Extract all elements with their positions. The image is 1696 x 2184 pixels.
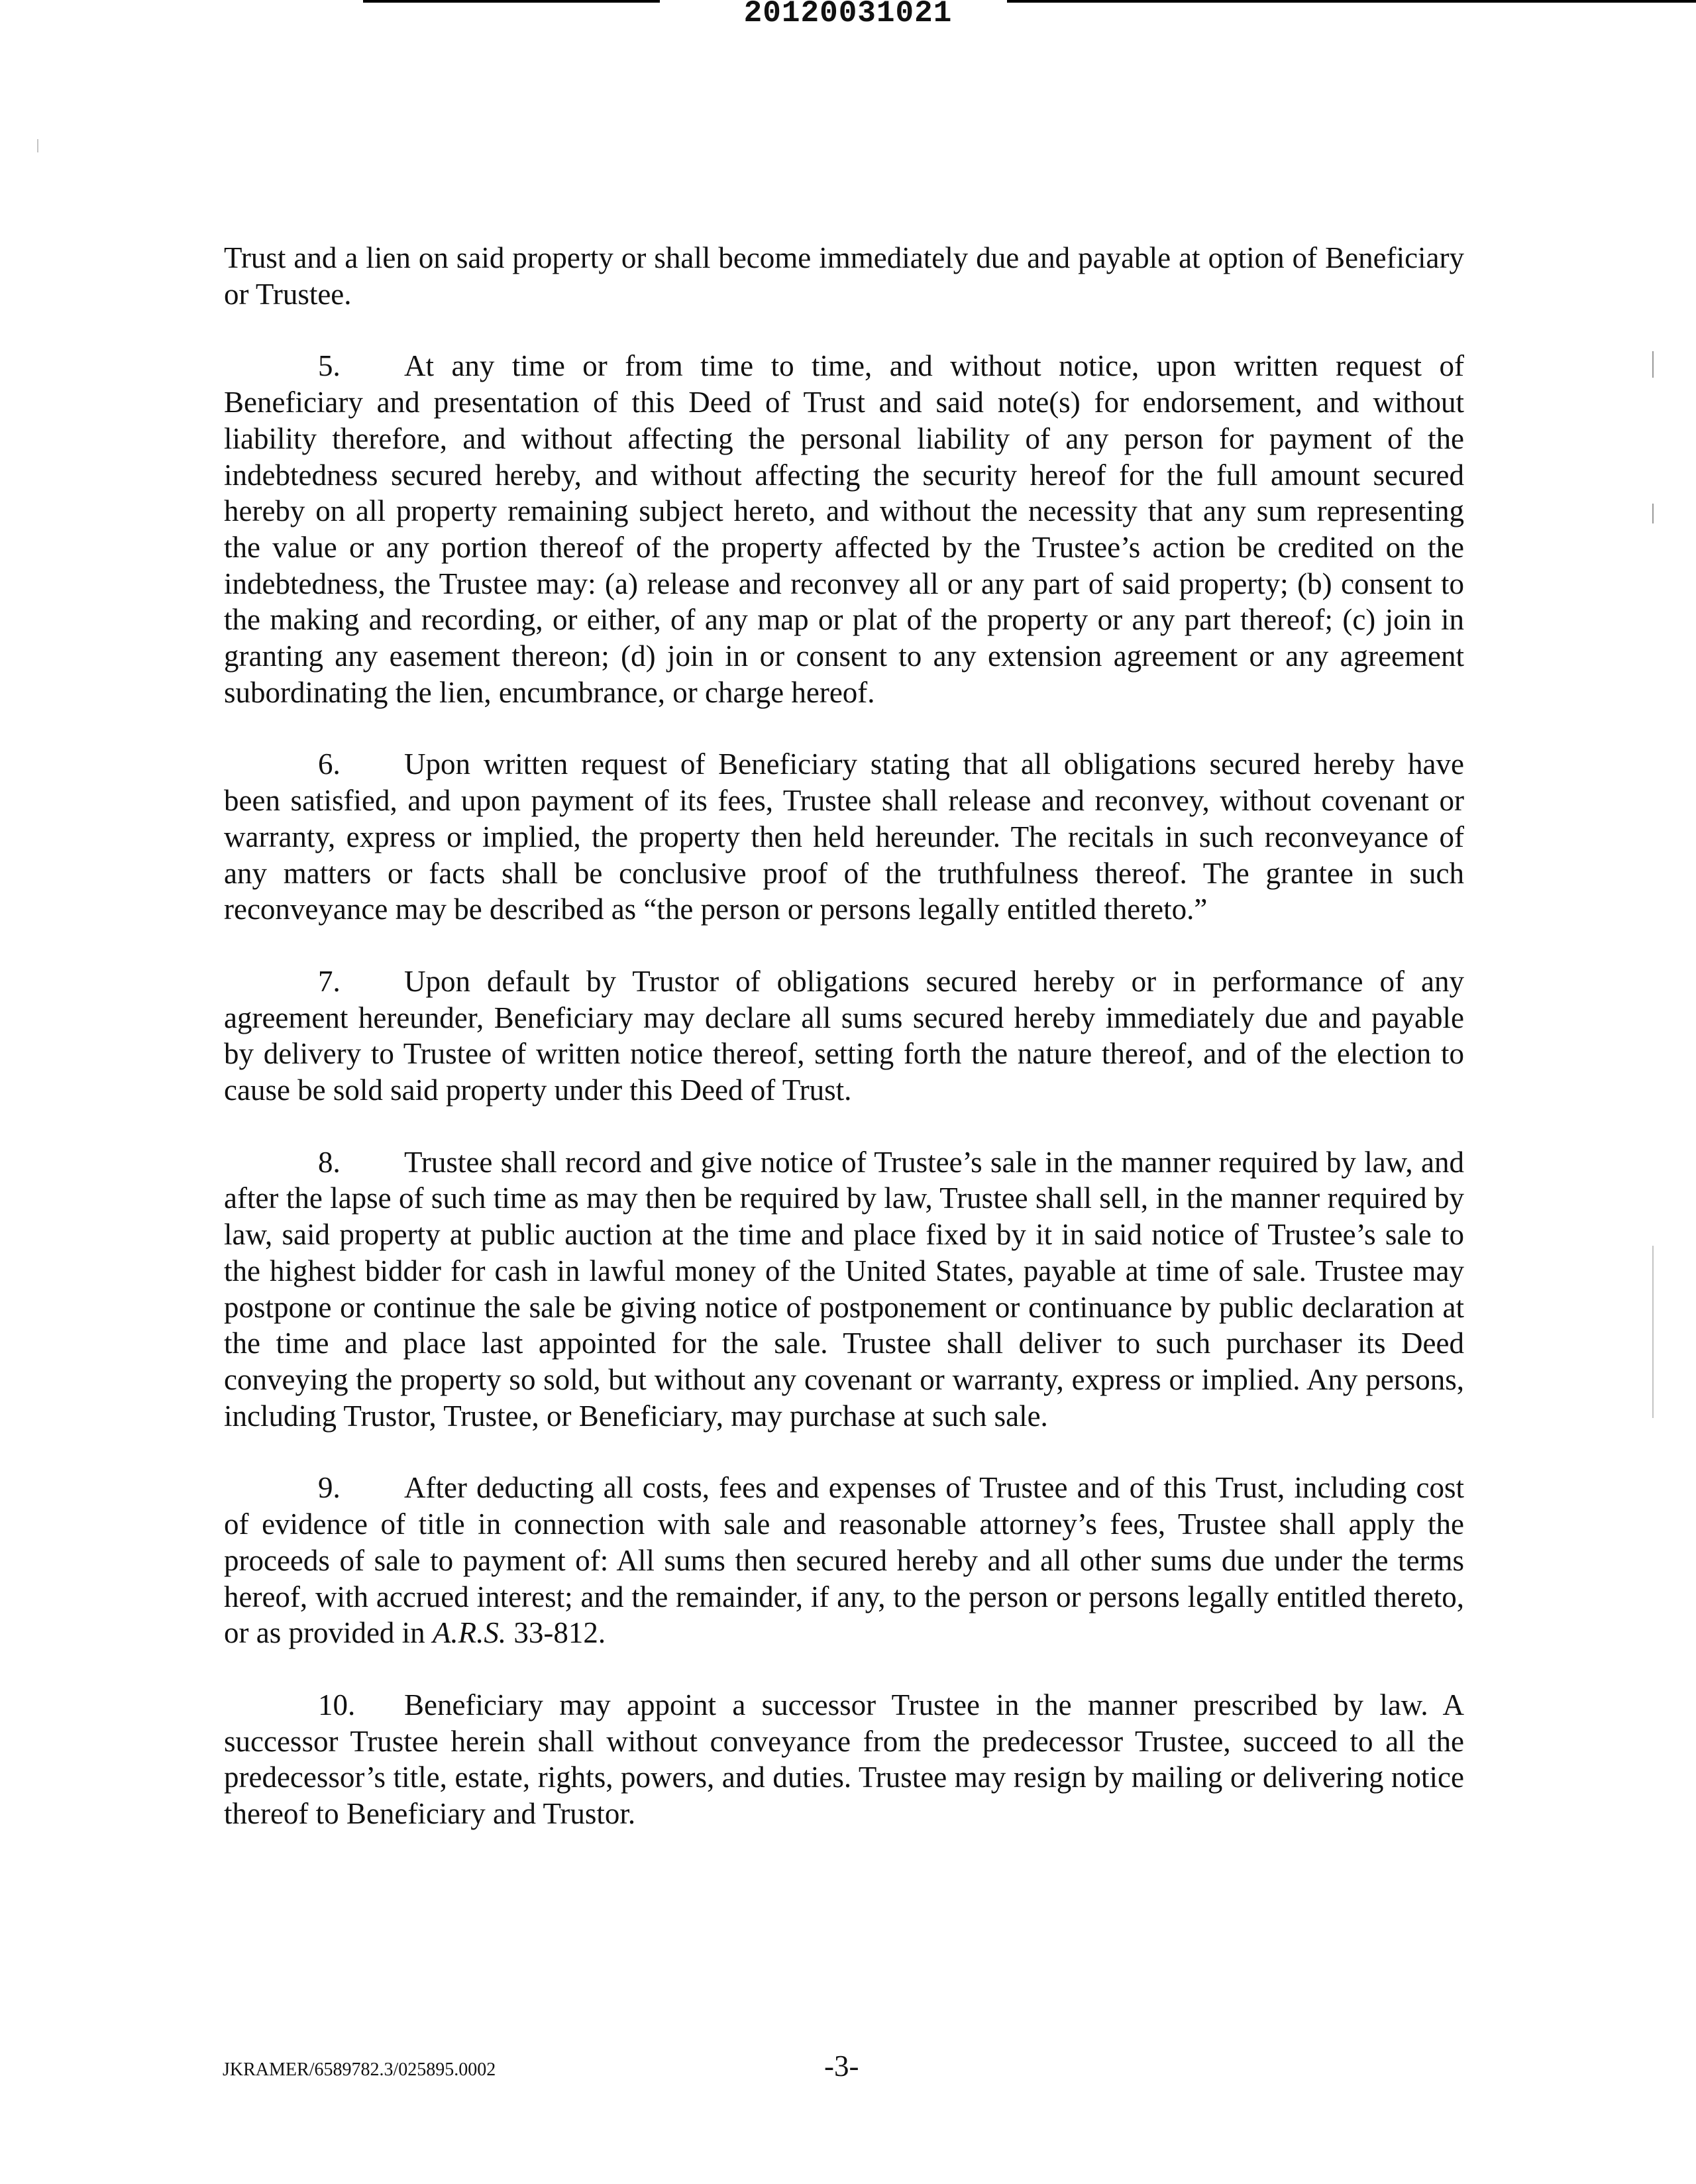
paragraph-number: 9. [318,1471,341,1505]
paragraph-text: Trustee shall record and give notice of Trustee’s sale in the manner required by law, and after the lapse of such time as may then be required by law, Trustee shall sell, in the manner required by law, said property at public auction at the time and place fixed by it in said notice of Trustee’s sale to the highest bidder for cash in lawful money of the United States, payable at time of sale. Trustee may postpone or continue the sale be giving notice of postponement or continuance by public declaration at the time and place last appointed for the sale. Trustee shall deliver to such purchaser its Deed conveying the property so sold, but without any covenant or warranty, express or implied. Any persons, including Trustor, Trustee, or Beneficiary, may purchase at such sale. [224,1145,1464,1433]
document-reference: JKRAMER/6589782.3/025895.0002 [223,2059,496,2080]
paragraph-number: 6. [318,747,341,781]
paragraph-10 [224,1687,1464,1832]
paragraph-number: 5. [318,349,341,383]
paragraph-9 [224,1470,1464,1651]
paragraph-number: 8. [318,1145,341,1179]
paragraph-text: Upon default by Trustor of obligations secured hereby or in performance of any agreement hereunder, Beneficiary may declare all sums secured hereby immediately due and payable by delivery to Trustee of written notice thereof, setting forth the nature thereof, and of the election to cause be sold said property under this Deed of Trust. [224,964,1464,1107]
paragraph-6 [224,746,1464,928]
scan-artifact [1652,504,1654,523]
paragraph-text: After deducting all costs, fees and expenses of Trustee and of this Trust, including cost of evidence of title in connection with sale and reasonable attorney’s fees, Trustee shall apply the proceeds of sale to payment of: All sums then secured hereby and all other sums due under the terms hereof, with accrued interest; and the remainder, if any, to the person or persons legally entitled thereto, or as provided in [224,1471,1464,1650]
document-body [224,240,1464,1868]
paragraph-text: Upon written request of Beneficiary stating that all obligations secured hereby have been satisfied, and upon payment of its fees, Trustee shall release and reconvey, without covenant or warranty, express or implied, the property then held hereunder. The recitals in such reconveyance of any matters or facts shall be conclusive proof of the truthfulness thereof. The grantee in such reconveyance may be described as “the person or persons legally entitled thereto.” [224,747,1464,926]
paragraph-text: Beneficiary may appoint a successor Trustee in the manner prescribed by law. A successor Trustee herein shall without conveyance from the predecessor Trustee, succeed to all the predecessor’s title, estate, rights, powers, and duties. Trustee may resign by mailing or delivering notice thereof to Beneficiary and Trustor. [224,1688,1464,1831]
paragraph-number: 10. [318,1688,356,1721]
statute-section: 33-812. [506,1616,606,1650]
paragraph-7 [224,963,1464,1109]
paragraph-5 [224,348,1464,710]
paragraph-8 [224,1144,1464,1435]
scan-artifact [1652,351,1654,378]
scan-artifact [1652,1246,1654,1418]
recording-number: 20120031021 [743,0,953,30]
paragraph-continuation [224,240,1464,312]
scan-artifact [37,139,38,152]
page-number: -3- [824,2049,859,2083]
paragraph-text: Trust and a lien on said property or shall become immediately due and payable at option of Beneficiary or Trustee. [224,241,1464,311]
statute-citation: A.R.S. [432,1616,507,1650]
paragraph-text: At any time or from time to time, and without notice, upon written request of Beneficiary and presentation of this Deed of Trust and said note(s) for endorsement, and without liability therefore, and without affecting the personal liability of any person for payment of the indebtedness secured hereby, and without affecting the security hereof for the full amount secured hereby on all property remaining subject hereto, and without the necessity that any sum representing the value or any portion thereof of the property affected by the Trustee’s action be credited on the indebtedness, the Trustee may: (a) release and reconvey all or any part of said property; (b) consent to the making and recording, or either, of any map or plat of the property or any part thereof; (c) join in granting any easement thereon; (d) join in or consent to any extension agreement or any agreement subordinating the lien, encumbrance, or charge hereof. [224,349,1464,709]
paragraph-number: 7. [318,964,341,998]
